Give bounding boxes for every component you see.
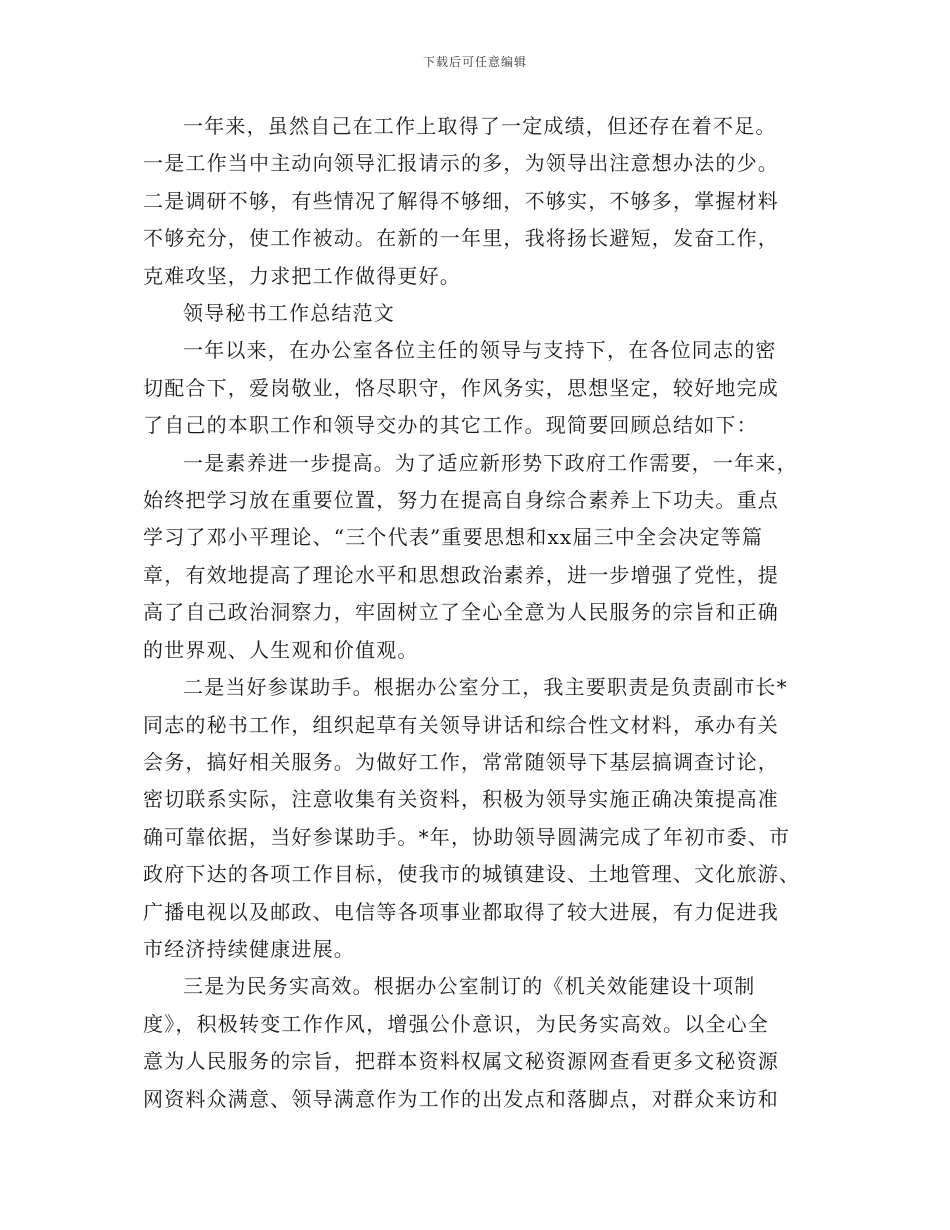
text-line: 一年以来，在办公室各位主任的领导与支持下，在各位同志的密: [183, 338, 777, 363]
text-line: 度》，积极转变工作作风，增强公仆意识，为民务实高效。以全心全: [143, 1011, 769, 1036]
paragraph-shortcomings: [143, 108, 808, 295]
paragraph-quality: [143, 445, 808, 669]
paragraph-efficiency: [143, 968, 808, 1118]
text-line: 三是为民务实高效。根据办公室制订的《机关效能建设十项制: [183, 974, 756, 999]
text-line: 广播电视以及邮政、电信等各项事业都取得了较大进展，有力促进我: [143, 899, 779, 924]
text-line: 意为人民服务的宗旨，把群本资料权属文秘资源网查看更多文秘资源: [143, 1049, 779, 1074]
text-line: 始终把学习放在重要位置，努力在提高自身综合素养上下功夫。重点: [143, 488, 779, 513]
text-line: 政府下达的各项工作目标，使我市的城镇建设、土地管理、文化旅游、: [143, 862, 801, 887]
text-line: 一是素养进一步提高。为了适应新形势下政府工作需要，一年来，: [183, 450, 798, 475]
text-line: 网资料众满意、领导满意作为工作的出发点和落脚点，对群众来访和: [143, 1086, 779, 1111]
text-line: 不够充分，使工作被动。在新的一年里，我将扬长避短，发奋工作，: [143, 226, 779, 251]
text-line: 密切联系实际，注意收集有关资料，积极为领导实施正确决策提高准: [143, 787, 779, 812]
text-line: 章，有效地提高了理论水平和思想政治素养，进一步增强了党性，提: [143, 562, 779, 587]
text-line: 二是调研不够，有些情况了解得不够细，不够实，不够多，掌握材料: [143, 188, 779, 213]
text-line: 学习了邓小平理论、“三个代表”重要思想和xx届三中全会决定等篇: [143, 525, 764, 550]
text-line: 了自己的本职工作和领导交办的其它工作。现简要回顾总结如下：: [143, 413, 758, 438]
paragraph-assistant: [143, 669, 808, 968]
section-heading: 领导秘书工作总结范文: [183, 301, 395, 326]
text-line: 切配合下，爱岗敬业，恪尽职守，作风务实，思想坚定，较好地完成: [143, 375, 779, 400]
text-line: 会务，搞好相关服务。为做好工作，常常随领导下基层搞调查讨论，: [143, 749, 779, 774]
text-line: 确可靠依据，当好参谋助手。*年，协助领导圆满完成了年初市委、市: [143, 824, 791, 849]
text-line: 二是当好参谋助手。根据办公室分工，我主要职责是负责副市长*: [183, 675, 788, 700]
text-line: 克难攻坚，力求把工作做得更好。: [143, 263, 461, 288]
text-line: 市经济持续健康进展。: [143, 936, 355, 961]
page-header: 下载后可任意编辑: [422, 55, 527, 69]
text-line: 一年来，虽然自己在工作上取得了一定成绩，但还存在着不足。: [183, 114, 777, 138]
text-line: 高了自己政治洞察力，牢固树立了全心全意为人民服务的宗旨和正确: [143, 600, 779, 625]
document-body: [143, 108, 808, 1118]
text-line: 同志的秘书工作，组织起草有关领导讲话和综合性文材料，承办有关: [143, 712, 779, 737]
text-line: 的世界观、人生观和价值观。: [143, 637, 419, 662]
text-line: 一是工作当中主动向领导汇报请示的多，为领导出注意想办法的少。: [143, 151, 779, 176]
paragraph-intro: [143, 332, 808, 444]
